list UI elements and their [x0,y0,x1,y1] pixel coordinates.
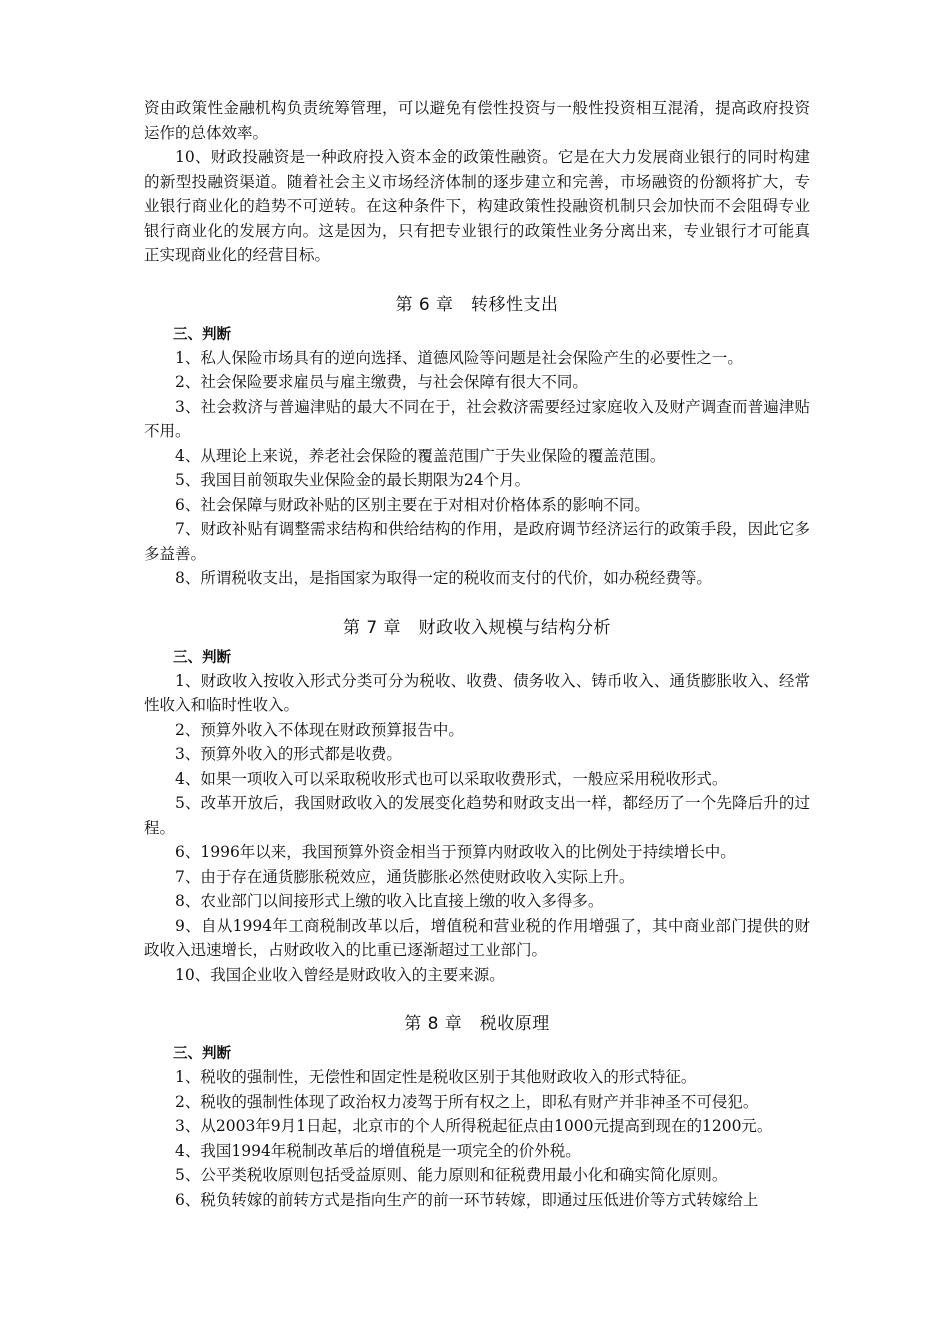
ch8-item: 4、我国1994年税制改革后的增值税是一项完全的价外税。 [175,1141,581,1160]
intro-paragraph-10: 10、财政投融资是一种政府投入资本金的政策性融资。它是在大力发展商业银行的同时构建的新型投融资渠道。随着社会主义市场经济体制的逐步建立和完善，市场融资的份额将扩大，专业银行商业化的趋势不可逆转。在这种条件下，构建政策性投融资机制只会加快而不会阻碍专业银行商业化的发展方向。这是因为，只有把专业银行的政策性业务分离出来，专业银行才可能真正实现商业化的经营目标。 [144,148,810,264]
ch6-item: 3、社会救济与普遍津贴的最大不同在于，社会救济需要经过家庭收入及财产调查而普遍津贴不用。 [144,397,810,440]
ch8-item: 3、从2003年9月1日起，北京市的个人所得税起征点由1000元提高到现在的1200元。 [175,1117,773,1135]
ch6-item: 5、我国目前领取失业保险金的最长期限为24个月。 [175,471,531,489]
intro-paragraph-continued: 资由政策性金融机构负责统筹管理，可以避免有偿性投资与一般性投资相互混淆，提高政府投资运作的总体效率。 [144,99,810,142]
ch7-item: 2、预算外收入不体现在财政预算报告中。 [175,720,464,739]
ch7-item: 3、预算外收入的形式都是收费。 [175,745,402,763]
ch7-item: 5、改革开放后，我国财政收入的发展变化趋势和财政支出一样，都经历了一个先降后升的过程。 [144,794,810,837]
ch7-item: 9、自从1994年工商税制改革以后，增值税和营业税的作用增强了，其中商业部门提供的财政收入迅速增长，占财政收入的比重已逐渐超过工业部门。 [144,916,810,959]
document-page [144,96,810,1212]
ch7-item: 10、我国企业收入曾经是财政收入的主要来源。 [175,965,505,984]
ch8-item: 2、税收的强制性体现了政治权力凌驾于所有权之上，即私有财产并非神圣不可侵犯。 [175,1092,759,1111]
ch7-item: 1、财政收入按收入形式分类可分为税收、收费、债务收入、铸币收入、通货膨胀收入、经常性收入和临时性收入。 [144,671,810,714]
ch6-item: 2、社会保险要求雇员与雇主缴费，与社会保障有很大不同。 [175,373,588,391]
ch6-item: 6、社会保障与财政补贴的区别主要在于对相对价格体系的影响不同。 [175,495,650,514]
ch8-item: 5、公平类税收原则包括受益原则、能力原则和征税费用最小化和确实简化原则。 [175,1166,728,1184]
ch7-item: 6、1996年以来，我国预算外资金相当于预算内财政收入的比例处于持续增长中。 [175,843,736,861]
chapter-8-title: 第 8 章 税收原理 [404,1014,550,1034]
chapter-7-subheading: 三、判断 [173,649,231,666]
ch6-item: 8、所谓税收支出，是指国家为取得一定的税收而支付的代价，如办税经费等。 [175,569,712,587]
ch8-item: 1、税收的强制性，无偿性和固定性是税收区别于其他财政收入的形式特征。 [175,1068,697,1086]
ch8-item: 6、税负转嫁的前转方式是指向生产的前一环节转嫁，即通过压低进价等方式转嫁给上 [175,1190,759,1209]
chapter-6-title: 第 6 章 转移性支出 [395,294,559,315]
chapter-8-subheading: 三、判断 [173,1046,231,1062]
ch6-item: 7、财政补贴有调整需求结构和供给结构的作用，是政府调节经济运行的政策手段，因此它多多益善。 [144,520,810,563]
chapter-6-subheading: 三、判断 [173,326,231,343]
ch7-item: 7、由于存在通货膨胀税效应，通货膨胀必然使财政收入实际上升。 [175,867,635,886]
ch7-item: 8、农业部门以间接形式上缴的收入比直接上缴的收入多得多。 [175,892,604,910]
ch6-item: 1、私人保险市场具有的逆向选择、道德风险等问题是社会保险产生的必要性之一。 [175,348,743,367]
ch6-item: 4、从理论上来说，养老社会保险的覆盖范围广于失业保险的覆盖范围。 [175,446,666,465]
ch7-item: 4、如果一项收入可以采取税收形式也可以采取收费形式，一般应采用税收形式。 [175,769,728,788]
chapter-7-title: 第 7 章 财政收入规模与结构分析 [342,617,612,638]
